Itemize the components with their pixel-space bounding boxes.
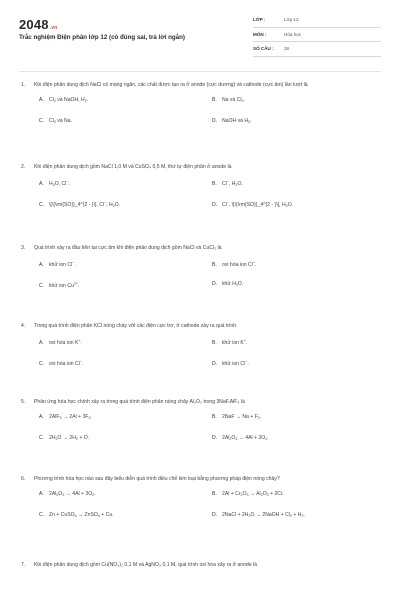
question-text: Khi điện phân dung dịch gồm NaCl 1,0 M và CuSO₄ 0,5 M, thứ tự điện phân ở anode là (34, 164, 232, 170)
option-letter: D. (212, 202, 218, 209)
answer-option[interactable] (39, 96, 88, 106)
option-letter: D. (212, 117, 218, 124)
answer-option[interactable] (39, 358, 83, 369)
question-item (21, 561, 381, 570)
answer-option[interactable] (39, 511, 114, 521)
answer-option[interactable] (212, 199, 293, 211)
option-row (34, 259, 381, 280)
option-letter: A. (39, 96, 44, 103)
meta-row-class: LỚP : Lớp 12 (253, 13, 381, 28)
answer-option[interactable] (212, 117, 251, 127)
option-text: 2NaCl + $2H_2O$ → 2NaOH + $Cl_2 + H_2$. (222, 511, 305, 518)
answer-option[interactable] (212, 358, 249, 369)
option-text: Cl−, $H_2O$. (222, 179, 243, 188)
option-letter: C. (39, 283, 45, 290)
answer-options (34, 259, 381, 301)
answer-options (34, 413, 381, 455)
option-text: Zn + CuSO$_4$ → ZnSO$_4$ + Cu. (49, 511, 114, 518)
answer-option[interactable] (39, 178, 70, 190)
option-text: $Cl_2$ và NaOH, $H_2$. (49, 96, 89, 103)
option-row (34, 178, 381, 199)
option-text: $2Al + Cr_2O_3 \to Al_2O_3 + 2Cr$. (222, 490, 284, 497)
question-text: Khi điện phân dung dịch gồm Cu(NO₃)₂ 0,1 M và AgNO₃ 0,1 M, quá trình oxi hóa xảy ra ở anode là (34, 562, 257, 568)
answer-option[interactable] (212, 178, 243, 190)
option-letter: C. (39, 202, 45, 209)
question-item (21, 244, 381, 301)
question-number: 3. (21, 245, 26, 251)
question-number: 2. (21, 164, 26, 170)
answer-option[interactable] (212, 490, 284, 500)
answer-options (34, 96, 381, 138)
option-text: $2Al_2O_3 \to 4Al + 3O_2$. (49, 490, 96, 497)
answer-option[interactable] (212, 337, 247, 348)
question-item (21, 163, 381, 220)
option-text: NaOH và $H_2$. (222, 117, 252, 124)
answer-option[interactable] (39, 199, 120, 211)
question-text: Phản ứng hóa học chính xảy ra trong quá trình điện phân nóng chảy Al₂O₃ trong 3NaF.AlF₃ là (34, 399, 245, 405)
answer-option[interactable] (212, 434, 269, 444)
question-text: Khi điện phân dung dịch NaCl có màng ngăn, các chất được tạo ra ở anode (cực dương) và cathode (cực âm) lần lượt là (34, 82, 308, 88)
option-text: $H_2O$, Cl−. (49, 179, 70, 188)
answer-options (34, 178, 381, 220)
question-number: 5. (21, 399, 26, 405)
question-number: 4. (21, 323, 26, 329)
option-row (34, 117, 381, 138)
option-text: oxi hóa ion K+. (49, 338, 82, 347)
option-text: $2Al_2O_3 \to 4Al + 3O_2$. (222, 434, 269, 441)
answer-option[interactable] (39, 280, 79, 291)
question-number: 1. (21, 82, 26, 88)
question-number: 6. (21, 476, 26, 482)
question-text: Quá trình xảy ra đầu tiên tại cực âm khi điện phân dung dịch gồm NaCl và CuCl₂ là (34, 245, 222, 251)
option-text: khử ion Cl−. (49, 260, 76, 269)
option-letter: C. (39, 117, 45, 124)
option-letter: D. (212, 511, 218, 518)
question-item (21, 81, 381, 138)
option-letter: C. (39, 361, 45, 368)
option-letter: B. (212, 490, 217, 497)
question-item (21, 398, 381, 455)
answer-option[interactable] (212, 413, 261, 423)
option-text: khử ion K+. (222, 338, 248, 347)
question-text: Trong quá trình điện phân KCl nóng chảy với các điện cực trơ, ở cathode xảy ra quá trình (34, 323, 237, 329)
question-item (21, 322, 381, 379)
option-text: khử ion $Cu^{2+}$. (49, 281, 80, 290)
option-text: oxi hóa ion Cl−. (222, 260, 257, 269)
answer-option[interactable] (39, 413, 92, 423)
site-logo[interactable]: 2048.vn (19, 17, 58, 32)
option-text: $2AlF_3 \to 2Al + 3F_2$. (49, 413, 92, 420)
option-letter: A. (39, 262, 44, 269)
answer-option[interactable] (212, 511, 305, 521)
question-number: 7. (21, 562, 26, 568)
option-letter: B. (212, 181, 217, 188)
option-row (34, 280, 381, 301)
option-letter: D. (212, 434, 218, 441)
option-letter: A. (39, 413, 44, 420)
option-letter: B. (212, 340, 217, 347)
answer-option[interactable] (212, 96, 245, 106)
answer-option[interactable] (39, 434, 89, 444)
option-row (34, 434, 381, 455)
option-row (34, 490, 381, 511)
answer-option[interactable] (39, 490, 96, 500)
answer-option[interactable] (39, 259, 76, 270)
page-title: Trắc nghiệm Điện phân lớp 12 (có đúng sai, trả lời ngắn) (19, 34, 185, 41)
option-letter: A. (39, 181, 44, 188)
option-row (34, 413, 381, 434)
option-row (34, 511, 381, 532)
meta-table (253, 13, 381, 57)
option-letter: D. (212, 361, 218, 368)
answer-option[interactable] (39, 117, 72, 127)
option-letter: A. (39, 340, 44, 347)
answer-option[interactable] (212, 280, 243, 290)
option-text: oxi hóa ion Cl−. (49, 359, 84, 368)
option-text: $2H_2O \to 2H_2 + O$. (49, 434, 90, 441)
option-text: \[\{\rm{SO}}_4^{2 - }\], Cl−, $H_2O$. (49, 200, 121, 209)
answer-options (34, 490, 381, 532)
option-row (34, 358, 381, 379)
answer-options (34, 337, 381, 379)
option-letter: C. (39, 511, 45, 518)
header-divider (19, 71, 381, 72)
option-text: khử $H_2O$. (222, 280, 244, 287)
option-row (34, 337, 381, 358)
question-item (21, 475, 381, 532)
option-letter: B. (212, 96, 217, 103)
option-text: Cl−, \[\{\rm{SO}}_4^{2 - }\], $H_2O$. (222, 200, 294, 209)
meta-row-subject: MÔN : Hóa học (253, 28, 381, 43)
option-text: $Cl_2$ và Na. (49, 117, 72, 124)
option-text: $2NaF \to Na + F_2$. (222, 413, 262, 420)
option-text: Na và $Cl_2$. (222, 96, 245, 103)
option-row (34, 199, 381, 220)
option-letter: A. (39, 490, 44, 497)
meta-row-question-count: SỐ CÂU : 28 (253, 42, 381, 57)
option-letter: C. (39, 434, 45, 441)
option-text: khử ion Cl−. (222, 359, 249, 368)
option-row (34, 96, 381, 117)
answer-option[interactable] (212, 259, 256, 270)
option-letter: B. (212, 262, 217, 269)
option-letter: D. (212, 280, 218, 287)
answer-option[interactable] (39, 337, 82, 348)
question-text: Phương trình hóa học nào sau đây biểu diễn quá trình điều chế kim loại bằng phương pháp điện nóng chảy? (34, 476, 280, 482)
option-letter: B. (212, 413, 217, 420)
